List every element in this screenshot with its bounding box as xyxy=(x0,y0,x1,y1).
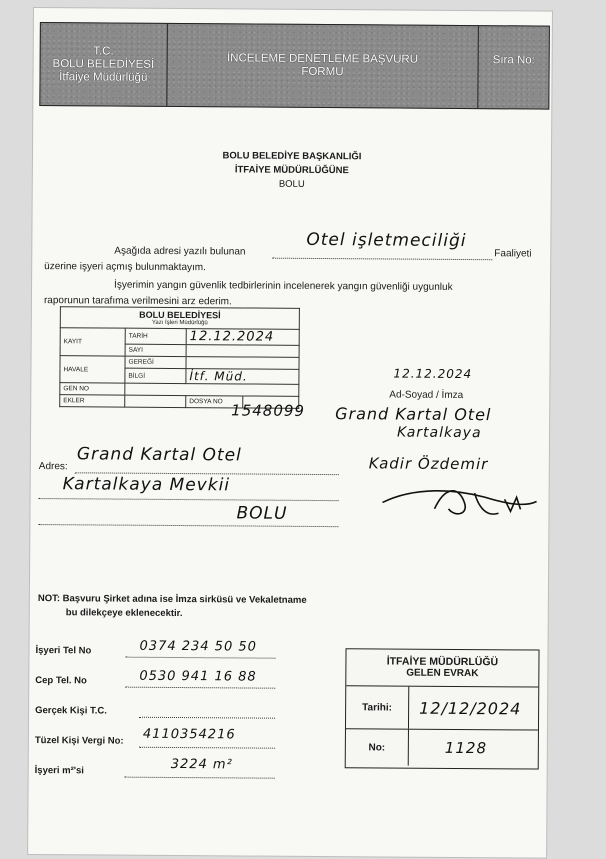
bilgi-label: BİLGİ xyxy=(125,368,186,383)
tel-label: İşyeri Tel No xyxy=(35,645,92,657)
address-dotted-line3 xyxy=(38,524,338,527)
stamp-no-label: No: xyxy=(346,729,409,765)
m2-label: İşyeri m²'si xyxy=(34,765,84,777)
activity-handwritten: Otel işletmeciliği xyxy=(306,229,467,252)
sira-no-label: Sıra No: xyxy=(492,54,535,67)
form-title-line2: FORMU xyxy=(301,65,344,79)
header-org-line2: BOLU BELEDİYESİ xyxy=(52,57,155,71)
dosya-no-value: 1548099 xyxy=(231,401,306,420)
m2-value: 3224 m² xyxy=(170,756,233,773)
tc-dotted-line xyxy=(139,717,275,719)
activity-dotted-line xyxy=(272,258,492,261)
cep-label: Cep Tel. No xyxy=(35,675,87,687)
address-dotted-line2 xyxy=(39,498,339,501)
registry-title-cell xyxy=(60,307,299,330)
gen-no-label: GEN NO xyxy=(60,383,125,395)
tel-dotted-line xyxy=(125,657,275,659)
addressee-line3: BOLU xyxy=(278,178,305,190)
addressee-line2: İTFAİYE MÜDÜRLÜĞÜNE xyxy=(234,164,349,177)
registry-subtitle: Yazı İşleri Müdürlüğü xyxy=(151,319,208,327)
tel-value: 0374 234 50 50 xyxy=(139,638,257,655)
registry-title: BOLU BELEDİYESİ xyxy=(139,309,221,321)
m2-dotted-line xyxy=(125,777,275,779)
body-p1-c: üzerine işyeri açmış bulunmaktayım. xyxy=(44,261,206,274)
body-p1-a: Aşağıda adresi yazılı bulunan xyxy=(114,245,246,258)
applicant-company-line1: Grand Kartal Otel xyxy=(335,404,492,425)
applicant-name: Kadir Özdemir xyxy=(368,454,489,474)
note-line2: bu dilekçeye eklenecektir. xyxy=(65,607,183,620)
stamp-tarih-label: Tarihi: xyxy=(346,686,409,728)
applicant-signature xyxy=(374,472,544,523)
ekler-value xyxy=(125,395,186,407)
note-line1: NOT: Başvuru Şirket adına ise İmza sirküsü ve Vekaletname xyxy=(37,593,307,606)
stamp-no-row xyxy=(346,729,538,766)
vergi-value: 4110354216 xyxy=(142,726,236,743)
body-p1-b: Faaliyeti xyxy=(494,248,532,260)
stamp-tarih-value: 12/12/2024 xyxy=(419,698,522,718)
adsoyad-label: Ad-Soyad / İmza xyxy=(389,389,464,402)
address-line3: BOLU xyxy=(236,503,288,524)
havale-label: HAVALE xyxy=(60,356,125,383)
cep-value: 0530 941 16 88 xyxy=(139,668,257,685)
body-p2-b: raporunun tarafıma verilmesini arz ederim. xyxy=(43,295,232,308)
bilgi-value: İtf. Müd. xyxy=(186,369,299,385)
header-title-cell xyxy=(167,24,479,108)
stamp-title1: İTFAİYE MÜDÜRLÜĞÜ xyxy=(386,655,499,669)
geregi-value xyxy=(186,357,299,370)
address-line1: Grand Kartal Otel xyxy=(76,444,242,466)
stamp-title2: GELEN EVRAK xyxy=(346,667,538,687)
registry-stamp-table xyxy=(59,306,300,409)
dosya-no-label: DOSYA NO xyxy=(186,396,243,408)
header-org-cell xyxy=(40,23,167,106)
header-sira-cell xyxy=(479,26,549,108)
header-org-line1: T.C. xyxy=(93,44,114,58)
stamp-date-row xyxy=(346,686,538,730)
kayit-label: KAYIT xyxy=(60,328,125,356)
body-p2-a: İşyerimin yangın güvenlik tedbirlerinin incelenerek yangın güvenliği uygunluk xyxy=(114,279,453,293)
form-title-line1: İNCELEME DENETLEME BAŞVURU xyxy=(226,52,419,66)
address-line2: Kartalkaya Mevkii xyxy=(62,474,231,496)
applicant-date: 12.12.2024 xyxy=(393,366,473,382)
incoming-document-stamp xyxy=(345,648,540,769)
tarih-label: TARİH xyxy=(125,328,186,344)
tarih-value: 12.12.2024 xyxy=(186,329,299,346)
sayi-label: SAYI xyxy=(125,344,186,356)
geregi-label: GEREĞİ xyxy=(125,356,186,368)
ekler-label: EKLER xyxy=(60,395,125,407)
sayi-value xyxy=(186,345,299,358)
applicant-company-line2: Kartalkaya xyxy=(396,424,482,442)
form-header xyxy=(39,22,550,110)
cep-dotted-line xyxy=(125,687,275,689)
vergi-label: Tüzel Kişi Vergi No: xyxy=(34,735,124,747)
vergi-dotted-line xyxy=(139,747,275,749)
application-form-page xyxy=(28,8,552,858)
stamp-no-value: 1128 xyxy=(444,738,488,758)
tc-label: Gerçek Kişi T.C. xyxy=(35,705,107,717)
address-label: Adres: xyxy=(38,461,68,473)
addressee-line1: BOLU BELEDİYE BAŞKANLIĞI xyxy=(222,150,362,163)
header-org-line3: İtfaiye Müdürlüğü xyxy=(59,70,148,84)
